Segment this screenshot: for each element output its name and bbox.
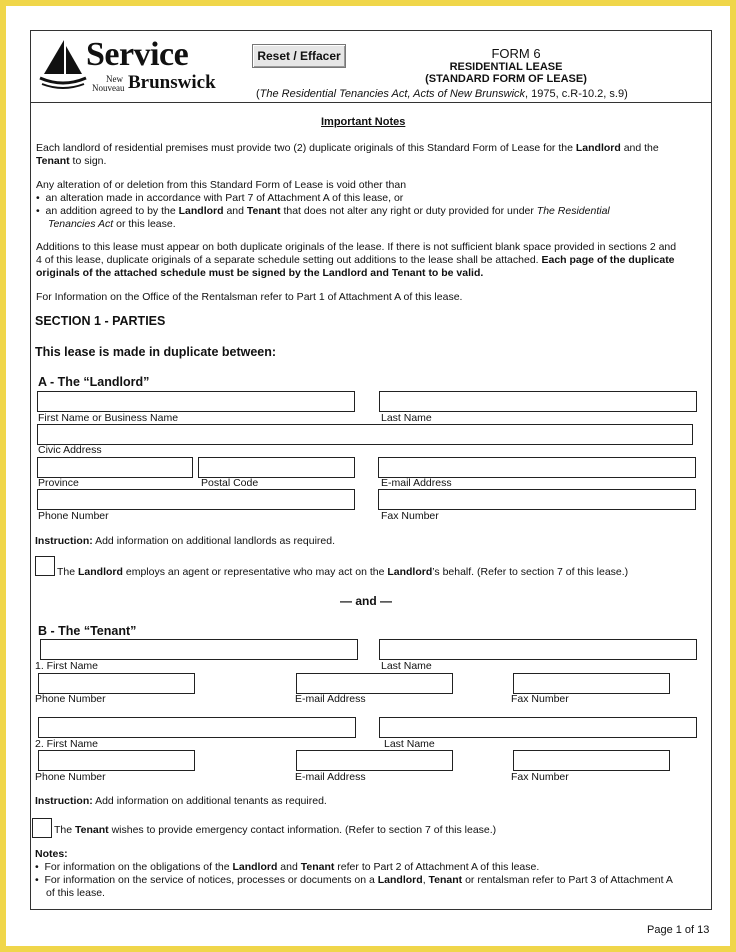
tenant2-phone-input[interactable] <box>38 750 195 771</box>
act-reference: (The Residential Tenancies Act, Acts of New Brunswick, 1975, c.R-10.2, s.9) <box>256 88 628 100</box>
notes-heading: Notes: <box>35 848 68 860</box>
landlord-phone-input[interactable] <box>37 489 355 510</box>
instruction-landlords: Instruction: Add information on additional landlords as required. <box>35 535 335 547</box>
notes-paragraph-1: Each landlord of residential premises must provide two (2) duplicate originals of this Standard Form of Lease for the Landlord and the Tenant to sign. <box>36 142 659 167</box>
landlord-phone-label: Phone Number <box>38 510 109 522</box>
service-nb-logo <box>38 36 218 98</box>
page <box>6 6 730 946</box>
section-1-title: SECTION 1 - PARTIES <box>35 314 166 328</box>
tenant1-fax-label: Fax Number <box>511 693 569 705</box>
landlord-fax-label: Fax Number <box>381 510 439 522</box>
instruction-tenants: Instruction: Add information on additional tenants as required. <box>35 795 327 807</box>
landlord-fax-input[interactable] <box>378 489 696 510</box>
tenant2-fax-input[interactable] <box>513 750 670 771</box>
reset-button[interactable]: Reset / Effacer <box>252 44 346 68</box>
landlord-civic-address-label: Civic Address <box>38 444 102 456</box>
landlord-first-name-label: First Name or Business Name <box>38 412 179 424</box>
tenant2-fax-label: Fax Number <box>511 771 569 783</box>
form-number: FORM 6 <box>491 46 541 61</box>
tenant2-phone-label: Phone Number <box>35 771 106 783</box>
landlord-email-label: E-mail Address <box>381 477 452 489</box>
tenant1-last-name-label: Last Name <box>381 660 432 672</box>
section-1-intro: This lease is made in duplicate between: <box>35 345 277 359</box>
tenant-heading: B - The “Tenant” <box>38 624 137 638</box>
tenant1-last-name-input[interactable] <box>379 639 697 660</box>
landlord-email-input[interactable] <box>378 457 696 478</box>
form-subtitle: (STANDARD FORM OF LEASE) <box>425 73 587 85</box>
landlord-first-name-input[interactable] <box>37 391 355 412</box>
logo-brunswick-word: Brunswick <box>128 72 216 93</box>
landlord-postal-code-label: Postal Code <box>201 477 259 489</box>
tenant2-first-name-input[interactable] <box>38 717 356 738</box>
and-divider: — and — <box>340 594 393 608</box>
landlord-province-input[interactable] <box>37 457 193 478</box>
form-title: RESIDENTIAL LEASE <box>449 61 563 73</box>
landlord-last-name-label: Last Name <box>381 412 432 424</box>
landlord-agent-text: The Landlord employs an agent or representative who may act on the Landlord’s behalf. (Refer to section 7 of this lease.) <box>57 566 629 578</box>
tenant2-last-name-input[interactable] <box>379 717 697 738</box>
important-notes-heading: Important Notes <box>321 116 406 128</box>
tenant-emergency-checkbox[interactable] <box>32 818 52 838</box>
notes-list: • For information on the obligations of the Landlord and Tenant refer to Part 2 of Attachment A of this lease. • For information on the service of notices, processes or documents on a Landlord, Tenant or rentalsman refer to Part 3 of Attachment A of this lease. <box>35 861 673 899</box>
tenant1-phone-label: Phone Number <box>35 693 106 705</box>
logo-new-small: New <box>106 74 123 84</box>
sailboat-logo-icon <box>38 38 88 90</box>
logo-service-word: Service <box>86 36 189 73</box>
tenant1-email-input[interactable] <box>296 673 453 694</box>
form-title-block <box>256 42 636 85</box>
tenant1-email-label: E-mail Address <box>295 693 366 705</box>
landlord-civic-address-input[interactable] <box>37 424 693 445</box>
notes-paragraph-2: Any alteration of or deletion from this Standard Form of Lease is void other than • an alteration made in accordance with Part 7 of Attachment A of this lease, or • an addition agreed to by the Landlord and Tenant that does not alter any right or duty provided for under The Residential Tenancies Act or this lease. <box>36 179 610 230</box>
tenant2-email-input[interactable] <box>296 750 453 771</box>
tenant1-first-name-input[interactable] <box>40 639 358 660</box>
page-number: Page 1 of 13 <box>647 924 710 936</box>
notes-paragraph-4: For Information on the Office of the Rentalsman refer to Part 1 of Attachment A of this lease. <box>36 291 463 303</box>
landlord-heading: A - The “Landlord” <box>38 375 150 389</box>
landlord-postal-code-input[interactable] <box>198 457 355 478</box>
landlord-province-label: Province <box>38 477 79 489</box>
tenant1-phone-input[interactable] <box>38 673 195 694</box>
tenant2-last-name-label: Last Name <box>384 738 435 750</box>
landlord-agent-checkbox[interactable] <box>35 556 55 576</box>
tenant2-email-label: E-mail Address <box>295 771 366 783</box>
header-divider <box>31 102 711 103</box>
logo-nouveau-small: Nouveau <box>92 83 125 93</box>
tenant1-first-name-label: 1. First Name <box>35 660 99 672</box>
notes-paragraph-3: Additions to this lease must appear on both duplicate originals of the lease. If there is not sufficient blank space provided in sections 2 and 4 of this lease, duplicate originals of a separate schedule setting out additions to the lease shall be attached. Each page of the duplicate originals of the attached schedule must be signed by the Landlord and Tenant to be valid. <box>36 241 677 279</box>
landlord-last-name-input[interactable] <box>379 391 697 412</box>
tenant1-fax-input[interactable] <box>513 673 670 694</box>
tenant-emergency-text: The Tenant wishes to provide emergency contact information. (Refer to section 7 of this lease.) <box>54 824 497 836</box>
tenant2-first-name-label: 2. First Name <box>35 738 99 750</box>
